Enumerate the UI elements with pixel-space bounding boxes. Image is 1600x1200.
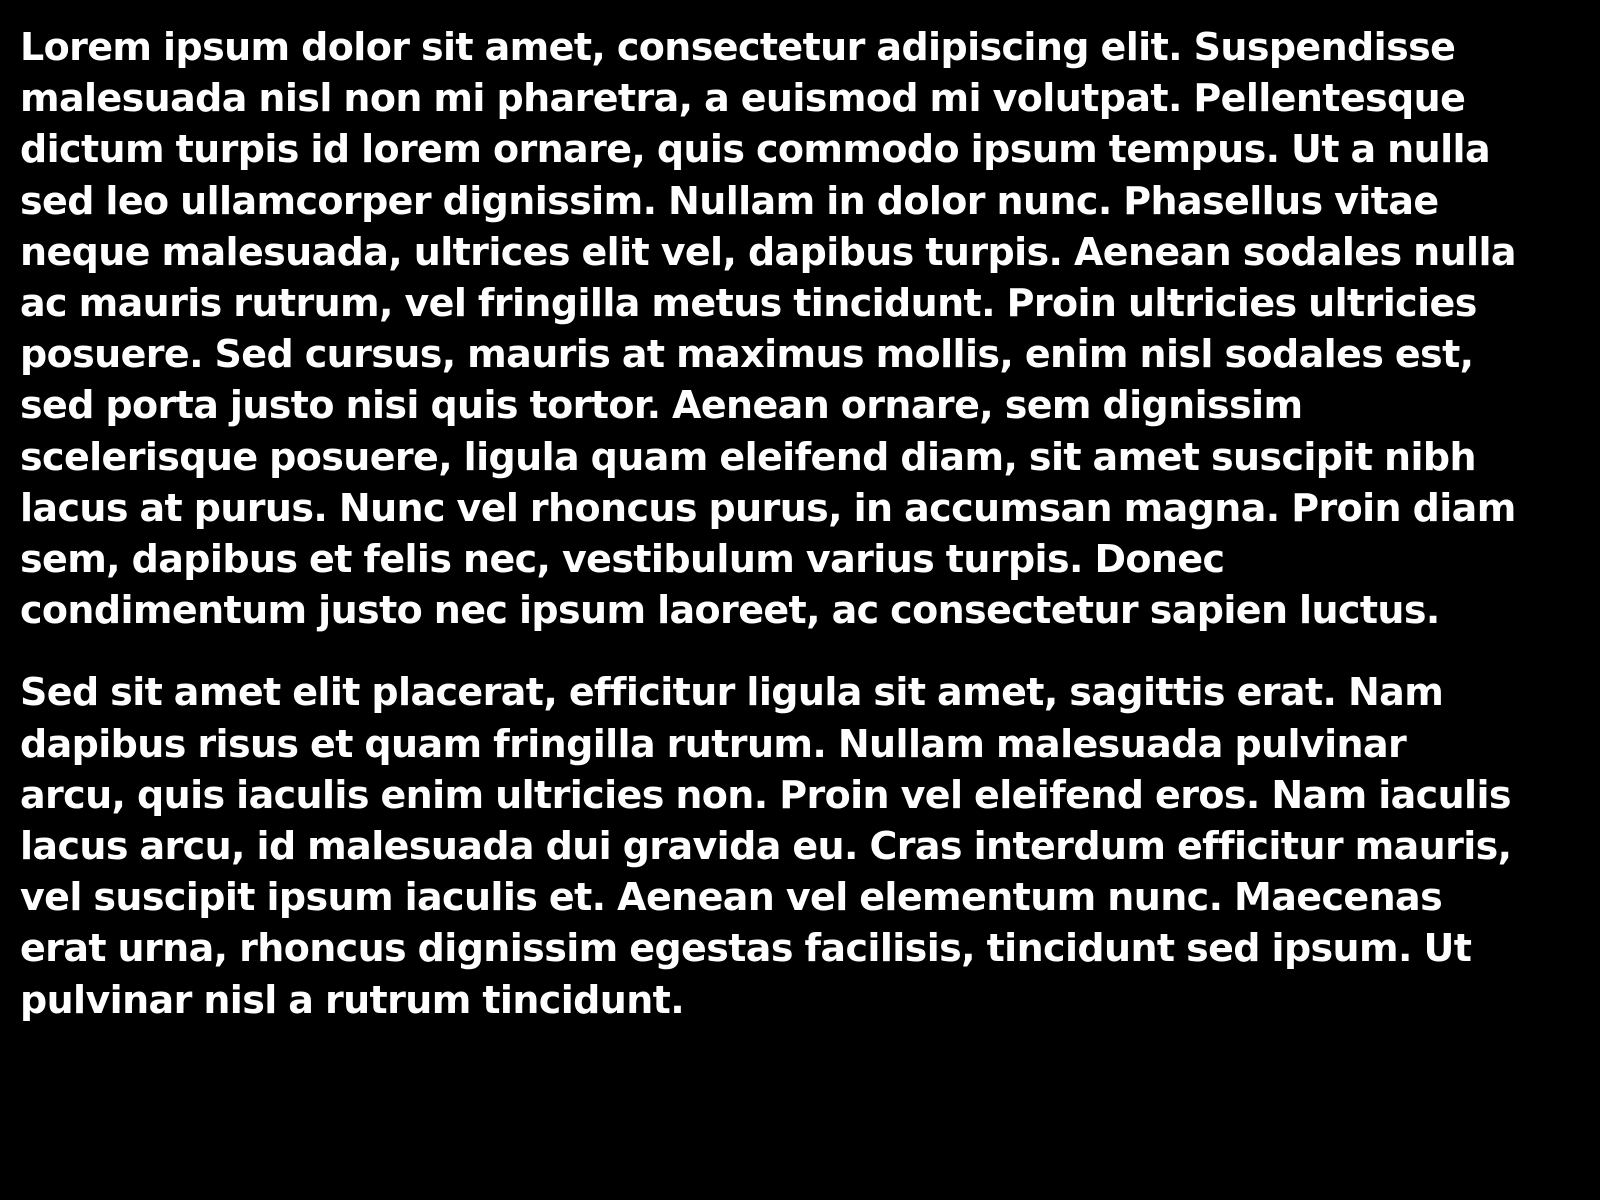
paragraph-1: Lorem ipsum dolor sit amet, consectetur adipiscing elit. Suspendisse malesuada nisl non mi pharetra, a euismod mi volutpat. Pellentesque dictum turpis id lorem ornare, quis commodo ipsum tempus. Ut a nulla sed leo ullamcorper dignissim. Nullam in dolor nunc. Phasellus vitae neque malesuada, ultrices elit vel, dapibus turpis. Aenean sodales nulla ac mauris rutrum, vel fringilla metus tincidunt. Proin ultricies ultricies posuere. Sed cursus, mauris at maximus mollis, enim nisl sodales est, sed porta justo nisi quis tortor. Aenean ornare, sem dignissim scelerisque posuere, ligula quam eleifend diam, sit amet suscipit nibh lacus at purus. Nunc vel rhoncus purus, in accumsan magna. Proin diam sem, dapibus et felis nec, vestibulum varius turpis. Donec condimentum justo nec ipsum laoreet, ac consectetur sapien luctus. [20, 25, 1516, 633]
paragraph-2: Sed sit amet elit placerat, efficitur ligula sit amet, sagittis erat. Nam dapibus risus et quam fringilla rutrum. Nullam malesuada pulvinar arcu, quis iaculis enim ultricies non. Proin vel eleifend eros. Nam iaculis lacus arcu, id malesuada dui gravida eu. Cras interdum efficitur mauris, vel suscipit ipsum iaculis et. Aenean vel elementum nunc. Maecenas erat urna, rhoncus dignissim egestas facilisis, tincidunt sed ipsum. Ut pulvinar nisl a rutrum tincidunt. [20, 670, 1512, 1022]
